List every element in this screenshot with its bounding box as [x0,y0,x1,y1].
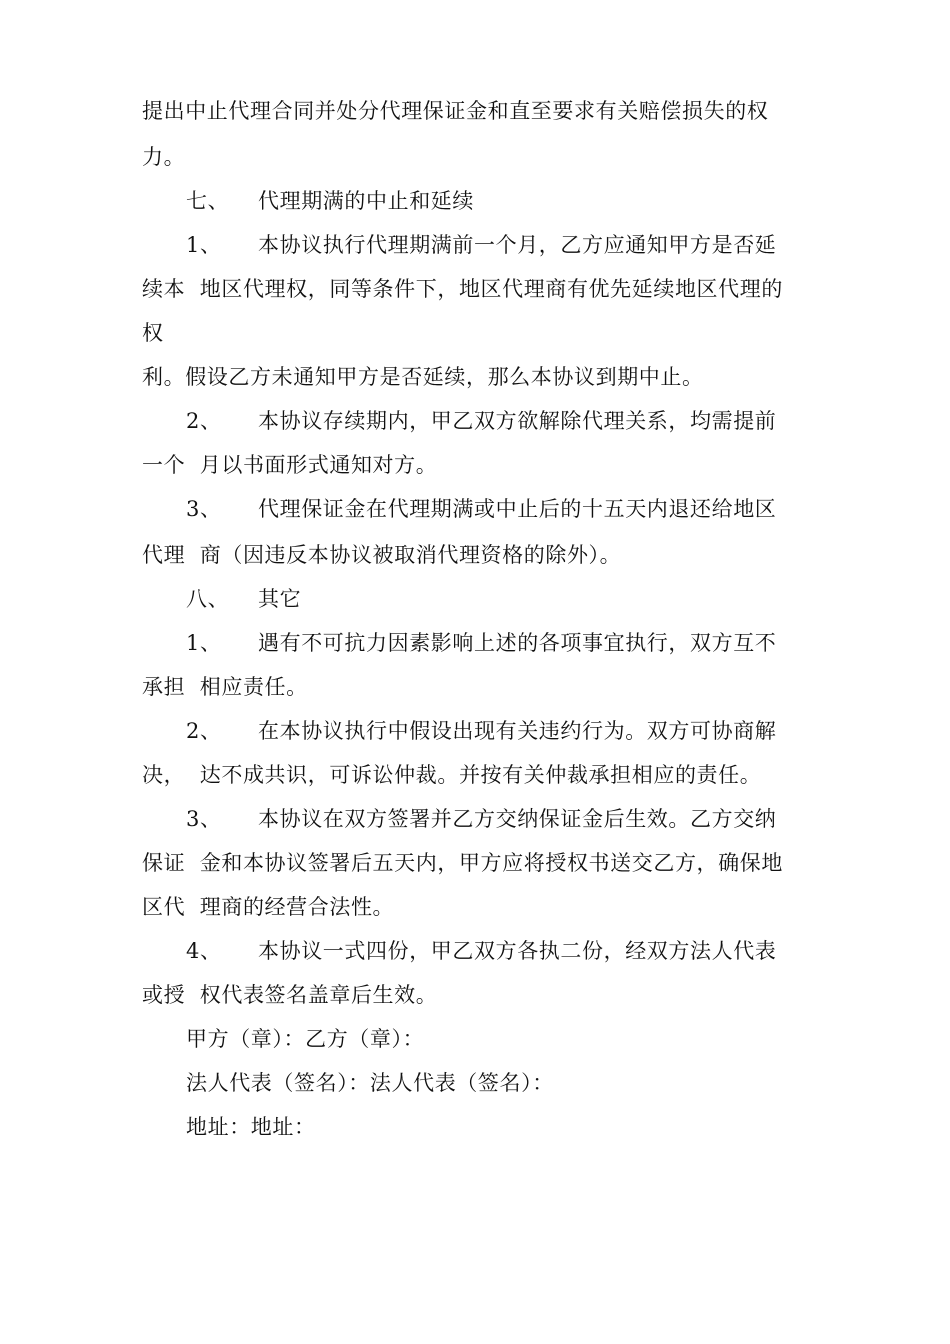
paragraph-line: 本协议执行代理期满前一个月，乙方应通知甲方是否延 [258,233,777,257]
paragraph-line: 本协议一式四份，甲乙双方各执二份，经双方法人代表 [258,939,777,963]
paragraph-line: 遇有不可抗力因素影响上述的各项事宜执行，双方互不 [258,631,777,655]
section-heading: 其它 [258,587,302,611]
paragraph-line: 承担 相应责任。 [142,675,308,699]
paragraph-line: 力。 [142,145,186,169]
paragraph-line: 一个 月以书面形式通知对方。 [142,453,438,477]
paragraph-line: 权 [142,321,164,345]
paragraph-line: 代理保证金在代理期满或中止后的十五天内退还给地区 [258,497,777,521]
section-number: 七、 [186,189,230,213]
paragraph-line: 代理 商（因违反本协议被取消代理资格的除外）。 [142,543,622,567]
section-heading: 代理期满的中止和延续 [258,189,474,213]
paragraph-line: 本协议存续期内，甲乙双方欲解除代理关系，均需提前 [258,409,777,433]
section-number: 八、 [186,587,230,611]
paragraph-line: 区代 理商的经营合法性。 [142,895,395,919]
signature-address-line: 地址：地址： [186,1115,316,1139]
item-number: 4、 [186,939,222,963]
signature-representative-line: 法人代表（签名）：法人代表（签名）： [186,1071,554,1095]
paragraph-line: 提出中止代理合同并处分代理保证金和直至要求有关赔偿损失的权 [142,99,769,123]
item-number: 3、 [186,807,222,831]
paragraph-line: 在本协议执行中假设出现有关违约行为。双方可协商解 [258,719,777,743]
item-number: 1、 [186,631,222,655]
paragraph-line: 决， 达不成共识，可诉讼仲裁。并按有关仲裁承担相应的责任。 [142,763,762,787]
paragraph-line: 续本 地区代理权，同等条件下，地区代理商有优先延续地区代理的 [142,277,783,301]
item-number: 3、 [186,497,222,521]
paragraph-line: 利。假设乙方未通知甲方是否延续，那么本协议到期中止。 [142,365,704,389]
signature-party-line: 甲方（章）：乙方（章）： [186,1027,425,1051]
item-number: 2、 [186,409,222,433]
item-number: 2、 [186,719,222,743]
paragraph-line: 保证 金和本协议签署后五天内，甲方应将授权书送交乙方，确保地 [142,851,783,875]
item-number: 1、 [186,233,222,257]
paragraph-line: 本协议在双方签署并乙方交纳保证金后生效。乙方交纳 [258,807,777,831]
paragraph-line: 或授 权代表签名盖章后生效。 [142,983,438,1007]
